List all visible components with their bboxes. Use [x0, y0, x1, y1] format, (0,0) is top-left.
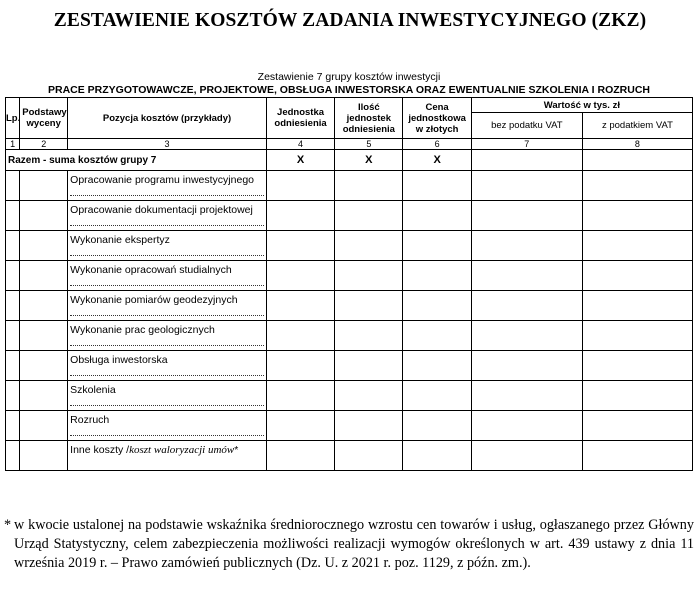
cell-bez-vat: [471, 201, 582, 231]
cell-podstawy: [20, 441, 68, 471]
cell-ilosc: [335, 411, 403, 441]
cell-lp: [6, 201, 20, 231]
cell-cena: [403, 201, 471, 231]
table-row: [6, 171, 693, 201]
cell-cena: [403, 291, 471, 321]
header-row: [6, 98, 693, 113]
item-label-italic: koszt waloryzacji umów: [129, 444, 235, 456]
cell-podstawy: [20, 201, 68, 231]
item-label: Opracowanie dokumentacji projektowej: [70, 204, 253, 216]
cell-bez-vat: [471, 411, 582, 441]
cell-z-vat: [582, 201, 692, 231]
cell-cena: [403, 171, 471, 201]
cell-cena: [403, 351, 471, 381]
table-row: [6, 201, 693, 231]
column-number: 1: [6, 139, 20, 150]
cell-z-vat: [582, 381, 692, 411]
cell-pozycja: [68, 321, 267, 351]
column-number: 7: [471, 139, 582, 150]
header-jednostka-odniesienia: Jednostka odniesienia: [266, 98, 334, 139]
dotted-fill-line: [70, 405, 264, 406]
cell-ilosc: [335, 441, 403, 471]
item-rows: [6, 171, 693, 441]
document-title: ZESTAWIENIE KOSZTÓW ZADANIA INWESTYCYJNEGO (ZKZ): [53, 10, 647, 31]
column-number: 2: [20, 139, 68, 150]
cell-lp: [6, 291, 20, 321]
item-label: Obsługa inwestorska: [70, 354, 168, 366]
header-z-vat: z podatkiem VAT: [582, 113, 692, 139]
cell-pozycja: [68, 381, 267, 411]
cell-lp: [6, 321, 20, 351]
sum-row-x-mark: X: [335, 150, 403, 171]
cell-jednostka: [266, 261, 334, 291]
table-row: [6, 441, 693, 471]
cell-ilosc: [335, 291, 403, 321]
item-label: Szkolenia: [70, 384, 116, 396]
column-number: 4: [266, 139, 334, 150]
cell-podstawy: [20, 381, 68, 411]
cell-ilosc: [335, 231, 403, 261]
header-ilosc-jednostek: Ilość jednostek odniesienia: [335, 98, 403, 139]
item-label: Wykonanie pomiarów geodezyjnych: [70, 294, 238, 306]
sum-row: [6, 150, 693, 171]
cell-podstawy: [20, 351, 68, 381]
cell-bez-vat: [471, 321, 582, 351]
cell-lp: [6, 171, 20, 201]
sum-row-x-mark: X: [266, 150, 334, 171]
column-number-row: [6, 139, 693, 150]
item-label: Wykonanie opracowań studialnych: [70, 264, 232, 276]
cell-bez-vat: [471, 231, 582, 261]
header-wartosc: Wartość w tys. zł: [471, 98, 692, 113]
header-pozycja-kosztow: Pozycja kosztów (przykłady): [68, 98, 267, 139]
cell-lp: [6, 351, 20, 381]
cell-bez-vat: [471, 171, 582, 201]
cost-table-section: [5, 71, 693, 471]
column-number: 8: [582, 139, 692, 150]
cell-jednostka: [266, 231, 334, 261]
header-cena-jednostkowa: Cena jednostkowa w złotych: [403, 98, 471, 139]
cell-cena: [403, 381, 471, 411]
sum-row-label: Razem - suma kosztów grupy 7: [6, 150, 267, 171]
header-podstawy-wyceny: Podstawy wyceny: [20, 98, 68, 139]
header-bez-vat: bez podatku VAT: [471, 113, 582, 139]
cell-ilosc: [335, 201, 403, 231]
cell-ilosc: [335, 171, 403, 201]
cell-lp: [6, 411, 20, 441]
table-row: [6, 411, 693, 441]
item-label: Wykonanie ekspertyz: [70, 234, 170, 246]
cell-jednostka: [266, 291, 334, 321]
cell-ilosc: [335, 321, 403, 351]
column-number: 6: [403, 139, 471, 150]
cost-table: [5, 97, 693, 471]
item-label: Opracowanie programu inwestycyjnego: [70, 174, 254, 186]
cell-podstawy: [20, 231, 68, 261]
table-row: [6, 321, 693, 351]
cell-bez-vat: [471, 381, 582, 411]
dotted-fill-line: [70, 285, 264, 286]
table-row: [6, 261, 693, 291]
table-row: [6, 231, 693, 261]
cell-z-vat: [582, 351, 692, 381]
cell-z-vat: [582, 441, 692, 471]
dotted-fill-line: [70, 435, 264, 436]
cell-cena: [403, 411, 471, 441]
cell-z-vat: [582, 171, 692, 201]
cell-bez-vat: [471, 261, 582, 291]
cell-pozycja: [68, 351, 267, 381]
cell-ilosc: [335, 351, 403, 381]
cell-jednostka: [266, 381, 334, 411]
cell-lp: [6, 261, 20, 291]
table-subcaption: PRACE PRZYGOTOWAWCZE, PROJEKTOWE, OBSŁUGA INWESTORSKA ORAZ EWENTUALNIE SZKOLENIA I ROZRUCH: [47, 84, 651, 96]
dotted-fill-line: [70, 255, 264, 256]
cell-ilosc: [335, 261, 403, 291]
cell-pozycja: [68, 291, 267, 321]
cell-z-vat: [582, 321, 692, 351]
cell-pozycja: [68, 201, 267, 231]
cell-z-vat: [582, 261, 692, 291]
cell-cena: [403, 231, 471, 261]
cell-bez-vat: [471, 351, 582, 381]
cell-cena: [403, 321, 471, 351]
cell-podstawy: [20, 261, 68, 291]
dotted-fill-line: [70, 225, 264, 226]
cell-pozycja: [68, 261, 267, 291]
column-number: 5: [335, 139, 403, 150]
sum-row-value-gross: [582, 150, 692, 171]
cell-pozycja: [68, 411, 267, 441]
table-row: [6, 291, 693, 321]
cell-jednostka: [266, 201, 334, 231]
cell-z-vat: [582, 231, 692, 261]
cell-cena: [403, 261, 471, 291]
dotted-fill-line: [70, 345, 264, 346]
cell-pozycja: [68, 171, 267, 201]
footnote: [4, 516, 694, 574]
dotted-fill-line: [70, 195, 264, 196]
cell-lp: [6, 381, 20, 411]
cell-ilosc: [335, 381, 403, 411]
sum-row-value-net: [471, 150, 582, 171]
sum-row-x-mark: X: [403, 150, 471, 171]
item-label: Wykonanie prac geologicznych: [70, 324, 215, 336]
cell-z-vat: [582, 411, 692, 441]
cell-bez-vat: [471, 291, 582, 321]
cell-lp: [6, 231, 20, 261]
header-lp: Lp.: [6, 98, 20, 139]
cell-jednostka: [266, 351, 334, 381]
cell-podstawy: [20, 171, 68, 201]
cell-podstawy: [20, 411, 68, 441]
footnote-mark: *: [4, 517, 12, 533]
column-number: 3: [68, 139, 267, 150]
footnote-text: w kwocie ustalonej na podstawie wskaźnika średniorocznego wzrostu cen towarów i usług, ogłaszanego przez Główny Urząd Statystyczny, celem zabezpieczenia możliwości realizacji wymogów określonych w art. 439 ustawy z dnia 11 września 2019 r. – Prawo zamówień publicznych (Dz. U. z 2021 r. poz. 1129, z późn. zm.).: [14, 517, 694, 572]
dotted-fill-line: [70, 375, 264, 376]
cell-jednostka: [266, 441, 334, 471]
cell-jednostka: [266, 171, 334, 201]
cell-jednostka: [266, 321, 334, 351]
cell-z-vat: [582, 291, 692, 321]
item-label-prefix: Inne koszty /: [70, 444, 130, 456]
cell-jednostka: [266, 411, 334, 441]
footnote-mark: *: [234, 444, 239, 456]
item-label: Rozruch: [70, 414, 110, 426]
cell-podstawy: [20, 291, 68, 321]
cell-pozycja: [68, 441, 267, 471]
cell-cena: [403, 441, 471, 471]
table-row: [6, 381, 693, 411]
table-row: [6, 351, 693, 381]
cell-pozycja: [68, 231, 267, 261]
cell-podstawy: [20, 321, 68, 351]
dotted-fill-line: [70, 315, 264, 316]
cell-lp: [6, 441, 20, 471]
table-caption: Zestawienie 7 grupy kosztów inwestycji: [257, 71, 441, 83]
cell-bez-vat: [471, 441, 582, 471]
